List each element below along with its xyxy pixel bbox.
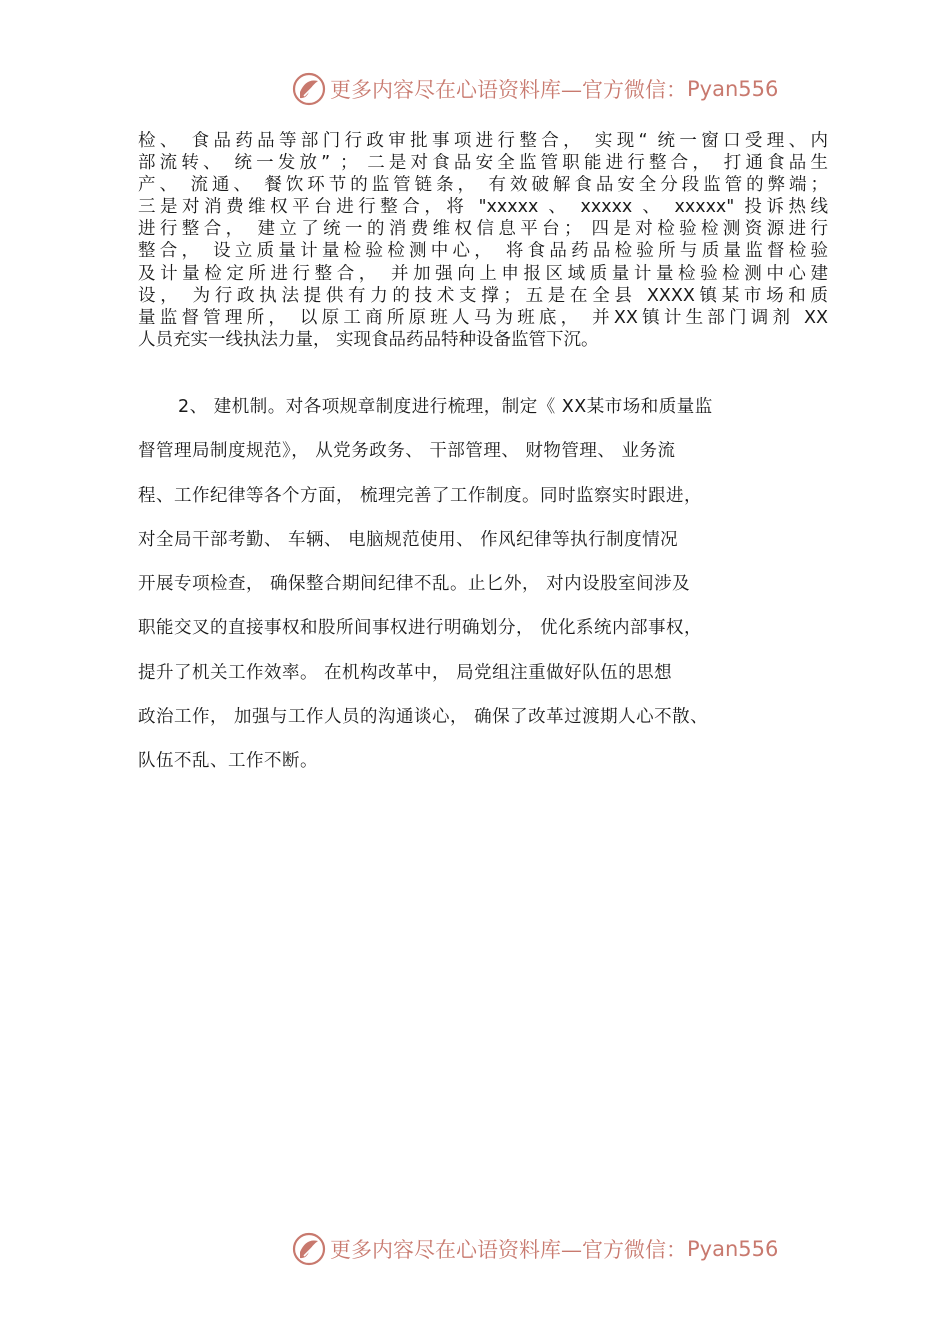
paragraph-2 xyxy=(138,393,838,792)
text-line: 量监督管理所， 以原工商所原班人马为班底， 并XX镇计生部门调剂 XX xyxy=(138,307,828,328)
text-line: 2、 建机制。对各项规章制度进行梳理，制定《 XX某市场和质量监 xyxy=(178,397,713,417)
wechat-id: Pyan556 xyxy=(687,77,779,101)
logo-icon xyxy=(292,1232,326,1266)
text-line: 提升了机关工作效率。 在机构改革中， 局党组注重做好队伍的思想 xyxy=(138,662,673,683)
wechat-id: Pyan556 xyxy=(687,1237,779,1261)
text-line: 人员充实一线执法力量， 实现食品药品特种设备监管下沉。 xyxy=(138,329,599,350)
logo-icon xyxy=(292,72,326,106)
text-line: 开展专项检查， 确保整合期间纪律不乱。止匕外， 对内设股室间涉及 xyxy=(138,574,691,595)
text-line: 三是对消费维权平台进行整合，将 "xxxxx 、 xxxxx 、 xxxxx" 投诉热线 xyxy=(138,197,828,218)
text-line: 产、 流通、 餐饮环节的监管链条， 有效破解食品安全分段监管的弊端； xyxy=(138,175,828,196)
text-line: 政治工作， 加强与工作人员的沟通谈心， 确保了改革过渡期人心不散、 xyxy=(138,707,709,728)
watermark-text: 更多内容尽在心语资料库—官方微信： xyxy=(330,78,687,102)
text-line: 检、 食品药品等部门行政审批事项进行整合， 实现“ 统一窗口受理、内 xyxy=(138,131,828,151)
text-line: 职能交叉的直接事权和股所间事权进行明确划分， 优化系统内部事权， xyxy=(138,618,703,639)
watermark-header xyxy=(292,72,778,106)
text-line: 进行整合， 建立了统一的消费维权信息平台； 四是对检验检测资源进行 xyxy=(138,219,828,240)
text-line: 督管理局制度规范》， 从党务政务、 干部管理、 财物管理、 业务流 xyxy=(138,441,676,462)
text-line: 整合， 设立质量计量检验检测中心， 将食品药品检验所与质量监督检验 xyxy=(138,241,828,262)
paragraph-1 xyxy=(138,130,828,351)
text-line: 设， 为行政执法提供有力的技术支撑；五是在全县 XXXX镇某市场和质 xyxy=(138,285,828,306)
text-line: 及计量检定所进行整合， 并加强向上申报区域质量计量检验检测中心建 xyxy=(138,263,828,284)
watermark-footer xyxy=(292,1232,778,1266)
text-line: 对全局干部考勤、 车辆、 电脑规范使用、 作风纪律等执行制度情况 xyxy=(138,529,679,550)
text-line: 部流转、 统一发放” ； 二是对食品安全监管职能进行整合， 打通食品生 xyxy=(138,153,828,174)
text-line: 程、工作纪律等各个方面， 梳理完善了工作制度。同时监察实时跟进， xyxy=(138,485,703,506)
watermark-text: 更多内容尽在心语资料库—官方微信： xyxy=(330,1238,687,1262)
text-line: 队伍不乱、工作不断。 xyxy=(138,751,318,772)
